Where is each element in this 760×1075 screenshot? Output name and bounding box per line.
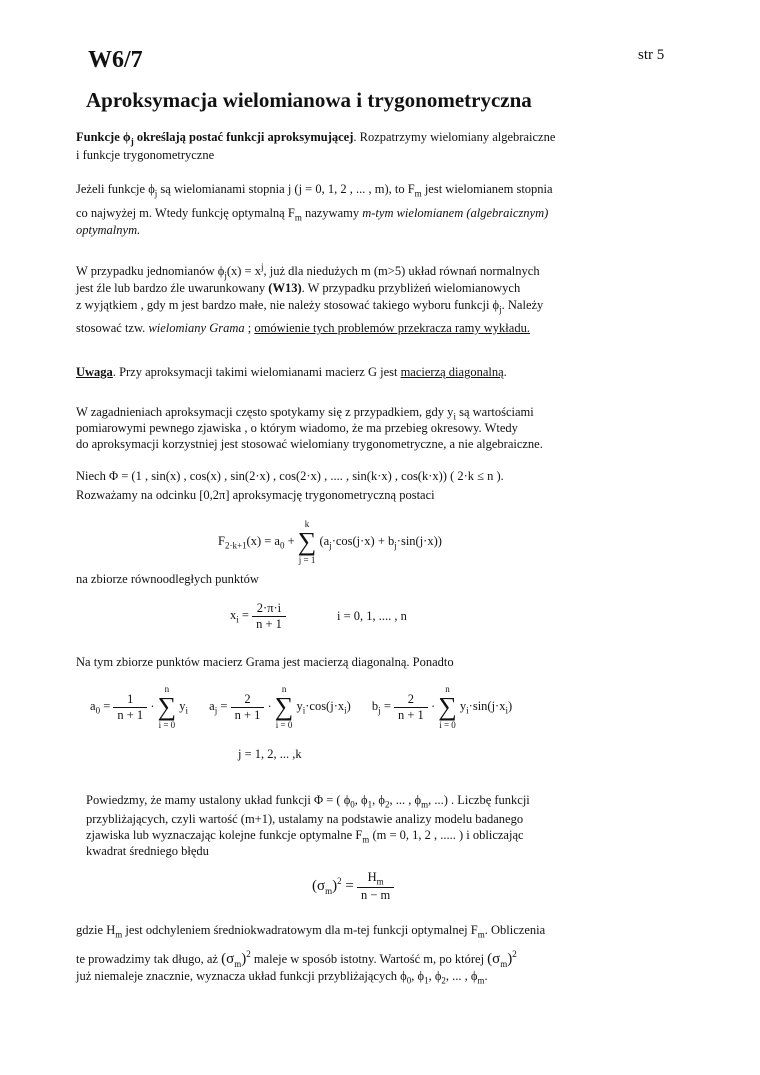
paragraph-line: i funkcje trygonometryczne <box>76 148 215 162</box>
paragraph-line: jest źle lub bardzo źle uwarunkowany (W13). W przypadku przybliżeń wielomianowych <box>76 281 521 295</box>
paragraph-line: zjawiska lub wyznaczając kolejne funkcje optymalne $F_m$ (m = 0, 1, 2 , ..... ) i obliczając <box>86 828 524 845</box>
paragraph-line: Rozważamy na odcinku [0,2π] aproksymację trygonometryczną postaci <box>76 488 435 502</box>
text: są wielomianami stopnia j (j = 0, 1, 2 , ... , m), to F <box>160 182 415 196</box>
paragraph-line: z wyjątkiem , gdy m jest bardzo małe, nie należy stosować takiego wyboru funkcji $\phi_j$. Należy <box>76 298 544 315</box>
paragraph-line: optymalnym. <box>76 223 141 237</box>
paragraph-note: Uwaga. Przy aproksymacji takimi wielomianami macierz G jest macierzą diagonalną. <box>76 365 507 379</box>
page-title: Aproksymacja wielomianowa i trygonometryczna <box>86 88 532 112</box>
paragraph-line: stosować tzw. wielomiany Grama ; omówienie tych problemów przekracza ramy wykładu. <box>76 321 530 335</box>
paragraph-periodic: W zagadnieniach aproksymacji często spotykamy się z przypadkiem, gdy $y_i$ są wartościami <box>76 405 534 422</box>
paragraph-monomials: W przypadku jednomianów $\phi_j(x) = x^j$, już dla niedużych m (m>5) układ równań normalnych <box>76 262 540 281</box>
paragraph-line: już niemaleje znacznie, wyznacza układ funkcji przybliżających $\phi_0$, $\phi_1$, $\phi_2$, ... , $\phi_m$. <box>76 969 488 986</box>
j-range: j = 1, 2, ... ,k <box>238 747 302 761</box>
subscript: m <box>414 188 422 199</box>
paragraph-function-count: Powiedzmy, że mamy ustalony układ funkcji Φ = ( $\phi_0$, $\phi_1$, $\phi_2$, ... , $\phi_m$, ...) . Liczbę funkcji <box>86 793 530 810</box>
equation-trig-polynomial: $F_{2\cdot k+1}(x) = a_0 + k$ ∑ j = 1 $(a_j\cdot\cos(j\cdot x) + b_j\cdot\sin(j\cdot x))$ <box>218 519 442 565</box>
phi-symbol: $\phi_j$ <box>148 182 158 199</box>
paragraph-line: te prowadzimy tak długo, aż $(\sigma_m)^2$ maleje w sposób istotny. Wartość m, po której $(\sigma_m)^2$ <box>76 949 517 969</box>
paragraph-conclusion: gdzie $H_m$ jest odchyleniem średniokwadratowym dla m-tej funkcji optymalnej $F_m$. Obliczenia <box>76 923 546 940</box>
underlined-note: omówienie tych problemów przekracza ramy wykładu. <box>254 321 530 335</box>
note-label: Uwaga <box>76 365 113 379</box>
text-bold: Funkcje <box>76 130 120 144</box>
page-number: str 5 <box>638 47 665 63</box>
paragraph-line: przybliżających, czyli wartość (m+1), ustalamy na podstawie analizy modelu badanego <box>86 812 524 826</box>
document-code: W6/7 <box>88 47 143 73</box>
paragraph-polynomials <box>76 181 553 202</box>
equation-coefficients: $a_0$ = $\frac{1}{n + 1}$ · n ∑ i = 0 $y_i$ $a_j$ = $\frac{2}{n + 1}$ · n ∑ i = 0 $y_i\cdot\cos(j\cdot x_i) b_j$ = $\frac{2}{n + 1}$ · n ∑ i = 0 $y_i\cdot\sin(j\cdot x_i)$ <box>90 684 513 730</box>
paragraph-line: pomiarowymi pewnego zjawiska , o którym wiadomo, że ma przebieg okresowy. Wtedy <box>76 421 518 435</box>
equation-mean-square-error: $(\sigma_m)^2$ = $\frac{H_m}{n - m}$ <box>312 870 394 903</box>
paragraph-line: do aproksymacji korzystniej jest stosować wielomiany trygonometryczne, a nie algebraiczne. <box>76 437 543 451</box>
phi-definition: Niech Φ = (1 , sin(x) , cos(x) , sin(2·x) , cos(2·x) , .... , sin(k·x) , cos(k·x)) ( 2·k ≤ n ). <box>76 469 504 483</box>
text-bold: określają postać funkcji aproksymującej <box>136 130 354 144</box>
paragraph-line: kwadrat średniego błędu <box>86 844 209 858</box>
text: Jeżeli funkcje <box>76 182 146 196</box>
sum-symbol: k ∑ j = 1 <box>297 519 317 565</box>
paragraph-line: na zbiorze równoodległych punktów <box>76 572 259 586</box>
text: jest wielomianem stopnia <box>424 182 553 196</box>
text: . Rozpatrzymy wielomiany algebraiczne <box>353 130 556 144</box>
phi-symbol: $\phi_j$ <box>122 130 134 147</box>
paragraph-line: Na tym zbiorze punktów macierz Grama jest macierzą diagonalną. Ponadto <box>76 655 454 669</box>
paragraph-line: co najwyżej m. Wtedy funkcję optymalną $F_m$ nazywamy m-tym wielomianem (algebraicznym) <box>76 206 549 223</box>
equation-nodes: $x_i$ = $\frac{2\cdot\pi\cdot i}{n + 1}$ i = 0, 1, .... , n <box>230 601 407 631</box>
